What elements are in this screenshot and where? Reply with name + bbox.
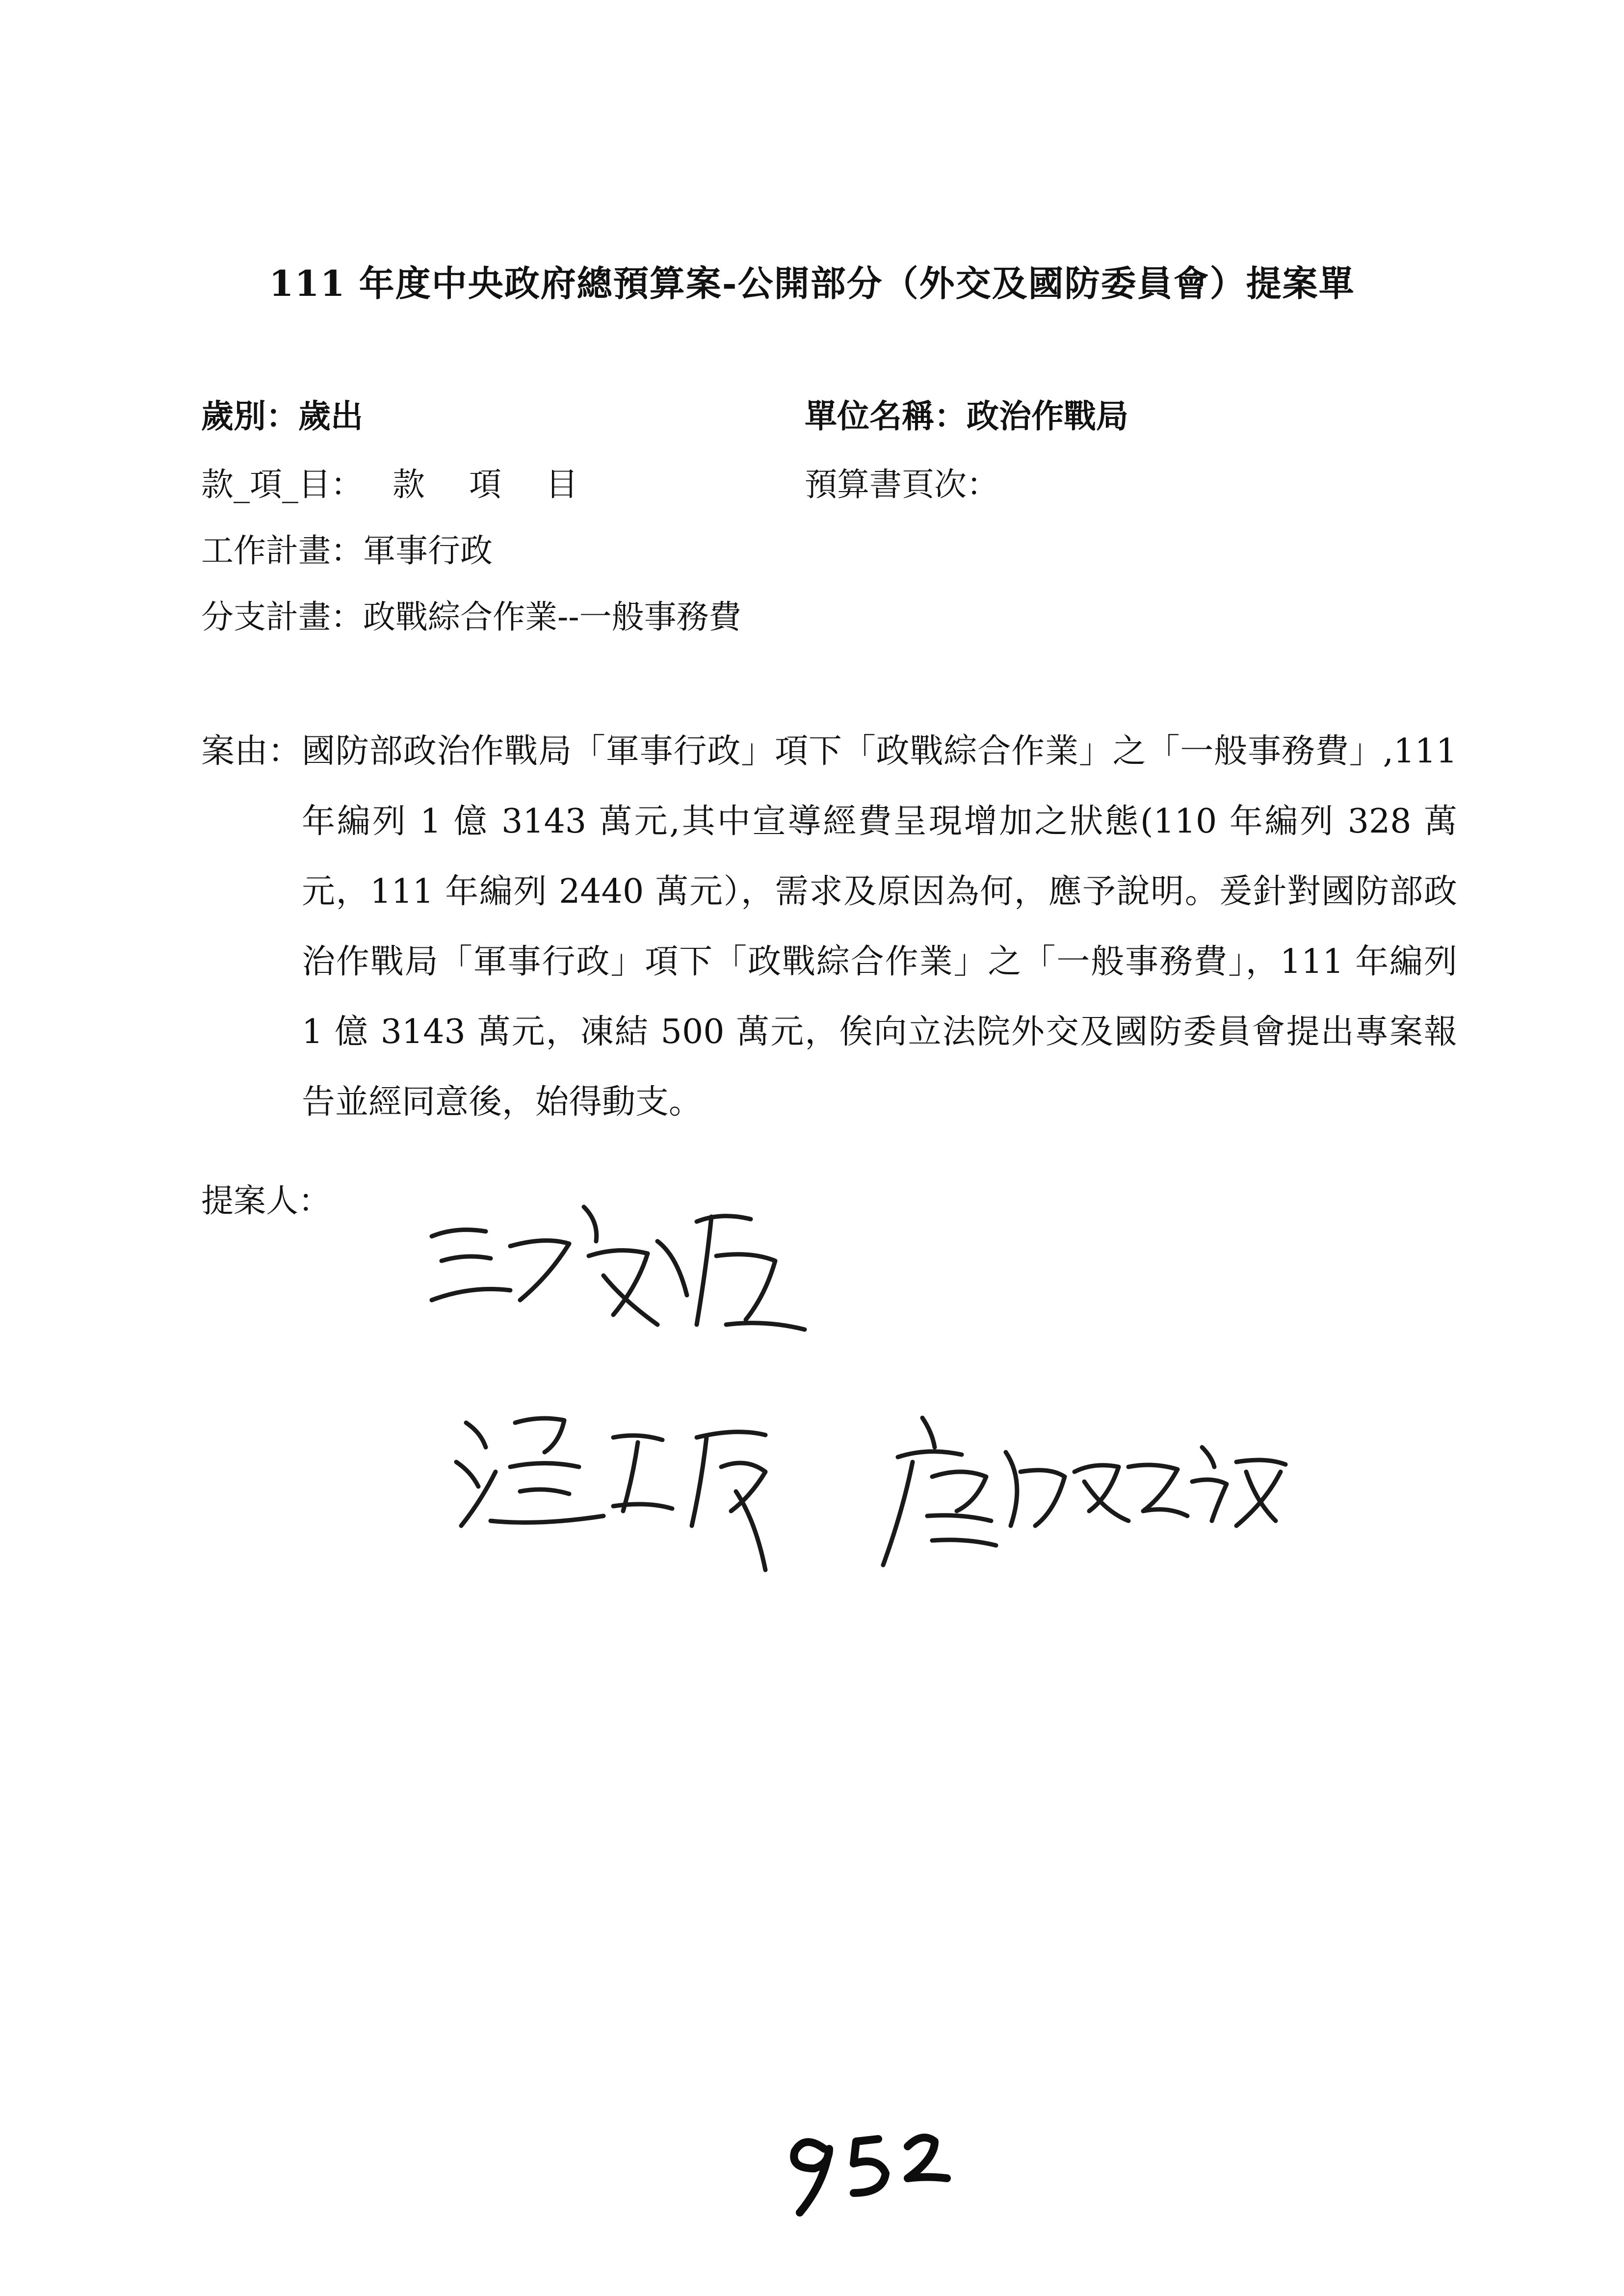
unit-value: 政治作戰局 (967, 397, 1128, 435)
plan-label: 工作計畫： (201, 532, 363, 570)
category-label: 歲別： (201, 397, 298, 435)
item-part-xiang: 項 (469, 466, 501, 503)
signature-1 (432, 1207, 805, 1330)
reason-label: 案由： (201, 732, 302, 771)
signature-2 (456, 1418, 765, 1570)
reason-text: 國防部政治作戰局「軍事行政」項下「政戰綜合作業」之「一般事務費」,111 年編列 1 億 3143 萬元,其中宣導經費呈現增加之狀態(110 年編列 328 萬元，111 年編列 2440 萬元），需求及原因為何，應予說明。爰針對國防部政治作戰局「軍事行政」項下「政戰綜合作業」之「一般事務費」，111 年編列 1 億 3143 萬元，凍結 500 萬元，俟向立法院外交及國防委員會提出專案報告並經同意後，始得動支。 (302, 732, 1457, 1122)
unit-label: 單位名稱： (805, 397, 967, 435)
plan-value: 軍事行政 (363, 532, 493, 570)
document-title: 111 年度中央政府總預算案-公開部分（外交及國防委員會）提案單 (269, 262, 1355, 304)
item-part-mu: 目 (546, 466, 578, 503)
proposer-label: 提案人： (201, 1182, 331, 1220)
page-ref-label: 預算書頁次： (805, 466, 999, 503)
subplan-value: 政戰綜合作業--一般事務費 (363, 598, 741, 636)
page-number-handwritten (794, 2138, 947, 2213)
signature-3 (883, 1418, 1285, 1565)
item-label: 款_項_目： (201, 466, 363, 503)
item-part-kuan: 款 (393, 466, 425, 503)
category-value: 歲出 (298, 397, 363, 435)
subplan-label: 分支計畫： (201, 598, 363, 636)
